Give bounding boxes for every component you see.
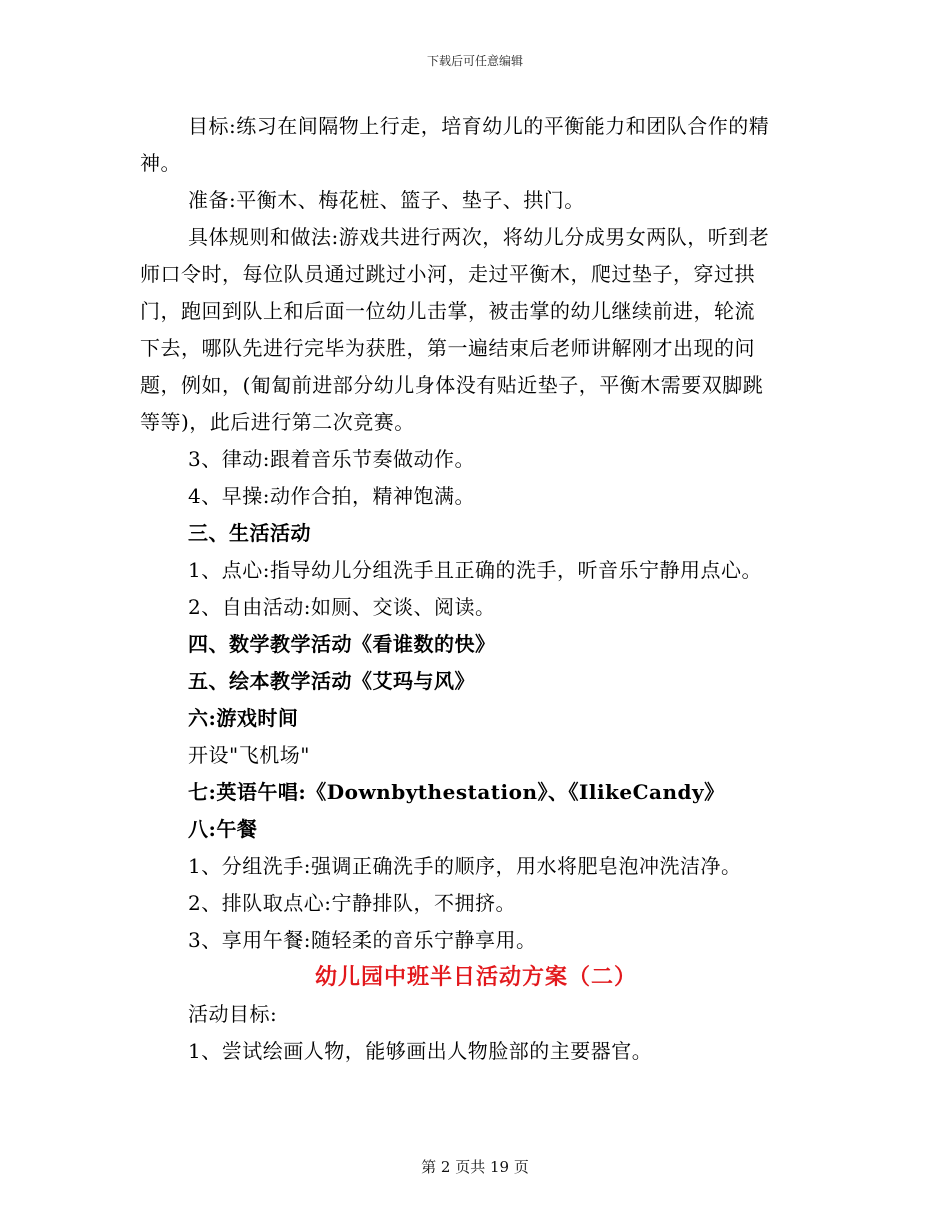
rules-line-1: 具体规则和做法:游戏共进行两次，将幼儿分成男女两队，听到老: [188, 225, 770, 249]
lunch-item-1: 1、分组洗手:强调正确洗手的顺序，用水将肥皂泡冲洗洁净。: [188, 854, 742, 878]
rules-line-6: 等等)，此后进行第二次竞赛。: [140, 410, 415, 434]
goal-paragraph: [140, 108, 812, 182]
rules-line-2: 师口令时，每位队员通过跳过小河，走过平衡木，爬过垫子，穿过拱: [140, 262, 755, 286]
section-game-heading: 六:游戏时间: [188, 706, 299, 730]
snack-item: 1、点心:指导幼儿分组洗手且正确的洗手，听音乐宁静用点心。: [188, 558, 762, 582]
free-activity-item: 2、自由活动:如厕、交谈、阅读。: [188, 595, 496, 619]
preparation-line: 准备:平衡木、梅花桩、篮子、垫子、拱门。: [188, 188, 585, 212]
rules-line-4: 下去，哪队先进行完毕为获胜，第一遍结束后老师讲解刚才出现的问: [140, 336, 755, 360]
goal-line-1: 目标:练习在间隔物上行走，培育幼儿的平衡能力和团队合作的精: [188, 114, 770, 138]
lunch-item-2: 2、排队取点心:宁静排队，不拥挤。: [188, 891, 516, 915]
lunch-item-3: 3、享用午餐:随轻柔的音乐宁静享用。: [188, 928, 537, 952]
section-life-heading: 三、生活活动: [188, 521, 311, 545]
morning-exercise-item: 4、早操:动作合拍，精神饱满。: [188, 484, 475, 508]
page-content: [140, 108, 812, 1070]
page-header: 下载后可任意编辑: [426, 54, 523, 68]
rules-line-3: 门，跑回到队上和后面一位幼儿击掌，被击掌的幼儿继续前进，轮流: [140, 299, 755, 323]
page-footer: 第 2 页共 19 页: [421, 1158, 529, 1176]
goals-label: 活动目标:: [188, 1002, 278, 1026]
section-math-heading: 四、数学教学活动《看谁数的快》: [188, 632, 496, 656]
game-item: 开设"飞机场": [188, 743, 310, 767]
section-picture-book-heading: 五、绘本教学活动《艾玛与风》: [188, 669, 475, 693]
rhythm-item: 3、律动:跟着音乐节奏做动作。: [188, 447, 475, 471]
rules-paragraph: [140, 219, 812, 441]
goal-item-1: 1、尝试绘画人物，能够画出人物脸部的主要器官。: [188, 1039, 653, 1063]
section-lunch-heading: 八:午餐: [188, 817, 258, 841]
section-english-heading: 七:英语午唱:《Downbythestation》、《IlikeCandy》: [188, 780, 725, 804]
plan-two-title: 幼儿园中班半日活动方案（二）: [314, 964, 637, 990]
goal-line-2: 神。: [140, 151, 181, 175]
rules-line-5: 题，例如，(匍匐前进部分幼儿身体没有贴近垫子，平衡木需要双脚跳: [140, 373, 764, 397]
